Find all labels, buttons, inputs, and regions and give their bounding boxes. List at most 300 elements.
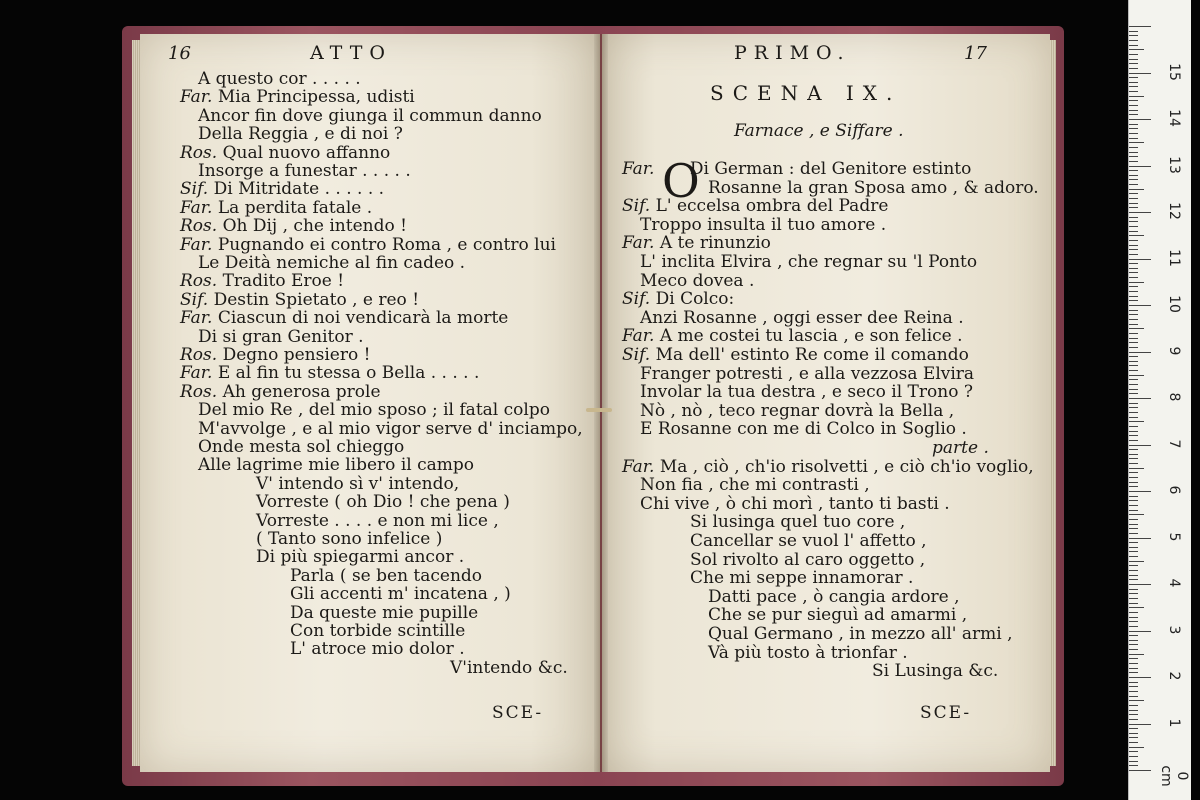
ruler-tick — [1129, 561, 1144, 562]
speaker-label: Ros. — [180, 271, 218, 292]
ruler-tick — [1129, 319, 1138, 320]
running-head: PRIMO. — [734, 42, 851, 64]
verse-text: Qual Germano , in mezzo all' armi , — [708, 624, 1013, 644]
ruler-tick — [1129, 189, 1144, 190]
ruler-tick — [1129, 142, 1144, 143]
ruler-tick — [1129, 277, 1138, 278]
ruler-tick — [1129, 733, 1138, 734]
ruler-tick — [1129, 300, 1138, 301]
speaker-label: Far. — [180, 197, 213, 218]
verse-text: Di più spiegarmi ancor . — [256, 547, 465, 568]
verse-text: Non fia , che mi contrasti , — [640, 475, 870, 496]
verse-line — [198, 456, 474, 475]
verse-line — [640, 272, 754, 291]
ruler-tick — [1129, 533, 1138, 534]
ruler-tick — [1129, 612, 1138, 613]
verse-text: Vorreste ( oh Dio ! che pena ) — [256, 492, 510, 513]
ruler-tick — [1129, 124, 1138, 125]
ruler-tick — [1129, 728, 1138, 729]
ruler-tick — [1129, 286, 1138, 287]
ruler-tick — [1129, 226, 1138, 227]
ruler-tick — [1129, 607, 1144, 608]
ruler-tick — [1129, 54, 1138, 55]
verse-line — [256, 548, 464, 567]
ruler-tick — [1129, 551, 1138, 552]
verse-line — [180, 217, 407, 236]
ruler-tick — [1129, 472, 1138, 473]
drop-initial: O — [662, 154, 700, 208]
ruler-tick — [1129, 626, 1138, 627]
ruler-tick — [1129, 700, 1144, 701]
verse-line — [622, 458, 1034, 477]
ruler-tick — [1129, 59, 1138, 60]
verse-text: parte . — [932, 438, 989, 458]
verse-text: Di Colco: — [655, 289, 735, 310]
verse-line — [622, 197, 888, 216]
ruler-tick — [1129, 538, 1151, 539]
verse-line — [198, 125, 403, 144]
verse-text: Troppo insulta il tuo amore . — [640, 214, 887, 235]
ruler-tick — [1129, 221, 1138, 222]
ruler-tick — [1129, 542, 1138, 543]
ruler-tick — [1129, 556, 1138, 557]
verse-line — [198, 438, 404, 457]
ruler-tick — [1129, 259, 1151, 260]
ruler-tick — [1129, 49, 1144, 50]
verse-line — [708, 606, 967, 625]
verse-text: E al fin tu stessa o Bella . . . . . — [217, 363, 480, 384]
ruler-tick — [1129, 458, 1138, 459]
ruler-tick — [1129, 282, 1144, 283]
ruler-tick — [1129, 505, 1138, 506]
ruler-tick — [1129, 514, 1144, 515]
ruler-tick — [1129, 714, 1138, 715]
verse-text: Anzi Rosanne , oggi esser dee Reina . — [640, 307, 964, 328]
speaker-label: Far. — [180, 234, 213, 255]
speaker-label: Ros. — [180, 216, 218, 237]
ruler-tick — [1129, 500, 1138, 501]
ruler-tick — [1129, 724, 1151, 725]
ruler-tick — [1129, 310, 1138, 311]
verse-text: Destin Spietato , e reo ! — [213, 289, 420, 310]
ruler-unit-label: 0 cm — [1158, 765, 1190, 787]
ruler-tick — [1129, 677, 1151, 678]
ruler-tick — [1129, 570, 1138, 571]
ruler-tick — [1129, 272, 1138, 273]
verse-text: A me costei tu lascia , e son felice . — [659, 326, 963, 347]
verse-line — [640, 216, 886, 235]
ruler-tick — [1129, 105, 1138, 106]
verse-text: Franger potresti , e alla vezzosa Elvira — [640, 363, 975, 384]
verse-line — [640, 495, 950, 514]
verse-line — [180, 383, 381, 402]
ruler-tick — [1129, 565, 1138, 566]
ruler-tick — [1129, 761, 1138, 762]
speaker-label: Far. — [180, 363, 213, 384]
verse-text: Si Lusinga &c. — [872, 661, 999, 682]
ruler-tick — [1129, 668, 1138, 669]
verse-text: A te rinunzio — [659, 233, 771, 254]
ruler-tick — [1129, 440, 1138, 441]
ruler-tick — [1129, 342, 1138, 343]
ruler-tick — [1129, 212, 1151, 213]
verse-text: Parla ( se ben tacendo — [290, 565, 483, 586]
ruler-tick — [1129, 696, 1138, 697]
ruler-tick — [1129, 26, 1151, 27]
verse-text: ( Tanto sono infelice ) — [256, 529, 443, 549]
ruler-tick — [1129, 631, 1151, 632]
ruler-tick — [1129, 710, 1138, 711]
ruler-tick — [1129, 110, 1138, 111]
ruler-tick — [1129, 579, 1138, 580]
verse-text: Con torbide scintille — [290, 621, 466, 641]
ruler-tick — [1129, 305, 1151, 306]
verse-text: Ma , ciò , ch'io risolvetti , e ciò ch'io voglio, — [659, 456, 1034, 477]
verse-line — [690, 551, 925, 570]
ruler-tick — [1129, 575, 1138, 576]
verse-line — [290, 604, 478, 623]
ruler-tick — [1129, 193, 1138, 194]
verse-text: Ma dell' estinto Re come il comando — [655, 345, 969, 365]
ruler-tick — [1129, 356, 1138, 357]
verse-text: Datti pace , ò cangia ardore , — [708, 586, 960, 607]
verse-text: Di si gran Genitor . — [198, 326, 364, 347]
verse-line — [872, 662, 998, 681]
ruler-tick — [1129, 742, 1138, 743]
verse-text: L' atroce mio dolor . — [290, 639, 465, 660]
ruler-tick — [1129, 68, 1138, 69]
speaker-label: Ros. — [180, 381, 218, 402]
ruler-tick — [1129, 77, 1138, 78]
ruler-tick — [1129, 463, 1138, 464]
ruler-tick — [1129, 603, 1138, 604]
verse-line — [622, 160, 971, 179]
verse-text: Ciascun di noi vendicarà la morte — [217, 308, 509, 329]
verse-text: Degno pensiero ! — [222, 345, 371, 365]
verse-line — [180, 199, 372, 218]
ruler-tick — [1129, 398, 1151, 399]
verse-line — [256, 530, 442, 549]
ruler-tick — [1129, 519, 1138, 520]
verse-line — [622, 346, 969, 365]
ruler-label: 2 — [1166, 671, 1182, 681]
verse-line — [180, 272, 344, 291]
ruler-tick — [1129, 333, 1138, 334]
verse-text: Gli accenti m' incatena , ) — [290, 584, 511, 605]
ruler-tick — [1129, 184, 1138, 185]
ruler-tick — [1129, 156, 1138, 157]
verse-text: Involar la tua destra , e seco il Trono ? — [640, 382, 973, 403]
speaker-label: Far. — [622, 233, 655, 254]
verse-line — [198, 420, 583, 439]
page-number: 16 — [168, 43, 191, 64]
ruler-tick — [1129, 770, 1151, 771]
ruler-tick — [1129, 589, 1138, 590]
verse-text: Alle lagrime mie libero il campo — [198, 455, 474, 476]
ruler-label: 8 — [1166, 392, 1182, 402]
ruler-tick — [1129, 654, 1144, 655]
ruler-tick — [1129, 593, 1138, 594]
ruler-tick — [1129, 86, 1138, 87]
ruler-tick — [1129, 203, 1138, 204]
verse-line — [198, 254, 465, 273]
ruler-label: 3 — [1166, 625, 1182, 634]
ruler-tick — [1129, 91, 1138, 92]
verse-line — [708, 625, 1013, 644]
verse-text: Che se pur sieguì ad amarmi , — [708, 605, 968, 626]
ruler-tick — [1129, 649, 1138, 650]
verse-text: Rosanne la gran Sposa amo , & adoro. — [708, 177, 1039, 198]
running-head: ATTO — [310, 42, 392, 64]
verse-line — [640, 253, 977, 272]
verse-line — [198, 401, 550, 420]
verse-line — [180, 88, 415, 107]
speaker-label: Sif. — [622, 196, 651, 217]
verse-line — [180, 144, 390, 163]
ruler-tick — [1129, 686, 1138, 687]
ruler-tick — [1129, 417, 1138, 418]
ruler-tick — [1129, 468, 1144, 469]
verse-line — [690, 532, 927, 551]
verse-line — [180, 180, 384, 199]
ruler-tick — [1129, 449, 1138, 450]
binding-thread — [586, 408, 612, 412]
ruler-label: 4 — [1166, 578, 1182, 588]
verse-line — [708, 179, 1039, 198]
ruler-tick — [1129, 73, 1151, 74]
ruler-tick — [1129, 152, 1138, 153]
verse-text: Oh Dij , che intendo ! — [222, 216, 407, 237]
ruler-tick — [1129, 635, 1138, 636]
ruler-label: 1 — [1166, 718, 1182, 727]
ruler-tick — [1129, 31, 1138, 32]
speaker-label: Far. — [180, 308, 213, 329]
verse-text: Pugnando ei contro Roma , e contro lui — [217, 234, 556, 255]
ruler-tick — [1129, 421, 1144, 422]
ruler-tick — [1129, 496, 1138, 497]
ruler-tick — [1129, 454, 1138, 455]
verse-line — [708, 644, 908, 663]
ruler-label: 7 — [1166, 439, 1182, 448]
ruler-tick — [1129, 691, 1138, 692]
ruler-tick — [1129, 477, 1138, 478]
ruler-tick — [1129, 547, 1138, 548]
ruler-tick — [1129, 147, 1138, 148]
ruler-tick — [1129, 207, 1138, 208]
ruler-tick — [1129, 621, 1138, 622]
verse-line — [640, 476, 870, 495]
ruler-tick — [1129, 524, 1138, 525]
page-number: 17 — [964, 43, 987, 64]
ruler-tick — [1129, 705, 1138, 706]
verse-text: Mia Principessa, udisti — [217, 87, 415, 108]
ruler-label: 12 — [1166, 202, 1182, 220]
ruler-tick — [1129, 128, 1138, 129]
verse-line — [932, 439, 989, 458]
ruler-label: 15 — [1166, 62, 1182, 81]
ruler-tick — [1129, 235, 1144, 236]
verse-text: Ancor fin dove giunga il commun danno — [198, 105, 542, 126]
ruler-tick — [1129, 658, 1138, 659]
verse-line — [180, 309, 508, 328]
ruler-tick — [1129, 435, 1138, 436]
ruler-tick — [1129, 175, 1138, 176]
verse-line — [640, 402, 954, 421]
ruler-tick — [1129, 486, 1138, 487]
ruler-tick — [1129, 403, 1138, 404]
ruler-tick — [1129, 240, 1138, 241]
ruler-tick — [1129, 96, 1144, 97]
measuring-ruler — [1128, 0, 1191, 800]
verse-line — [256, 475, 459, 494]
ruler-tick — [1129, 133, 1138, 134]
ruler-tick — [1129, 361, 1138, 362]
ruler-tick — [1129, 719, 1138, 720]
ruler-tick — [1129, 528, 1138, 529]
verse-text: L' inclita Elvira , che regnar su 'l Ponto — [640, 252, 978, 272]
verse-text: Ah generosa prole — [222, 381, 381, 402]
ruler-tick — [1129, 82, 1138, 83]
verse-line — [622, 327, 963, 346]
ruler-tick — [1129, 491, 1151, 492]
verse-line — [640, 383, 973, 402]
verse-line — [290, 585, 511, 604]
ruler-tick — [1129, 737, 1138, 738]
speaker-label: Sif. — [622, 345, 651, 365]
verse-text: Nò , nò , teco regnar dovrà la Bella , — [640, 400, 955, 421]
ruler-tick — [1129, 263, 1138, 264]
ruler-tick — [1129, 40, 1138, 41]
ruler-tick — [1129, 254, 1138, 255]
verse-text: Chi vive , ò chi morì , tanto ti basti . — [640, 493, 950, 514]
ruler-tick — [1129, 682, 1138, 683]
ruler-tick — [1129, 379, 1138, 380]
verse-text: Di German : del Genitore estinto — [689, 159, 972, 179]
ruler-tick — [1129, 617, 1138, 618]
ruler-tick — [1129, 291, 1138, 292]
ruler-tick — [1129, 100, 1138, 101]
ruler-tick — [1129, 314, 1138, 315]
ruler-tick — [1129, 584, 1151, 585]
ruler-tick — [1129, 663, 1138, 664]
verse-line — [622, 290, 734, 309]
ruler-tick — [1129, 268, 1138, 269]
verse-line — [290, 640, 465, 659]
speaker-label: Ros. — [180, 345, 218, 365]
verse-text: Le Deità nemiche al fin cadeo . — [198, 253, 466, 273]
verse-line — [198, 107, 542, 126]
ruler-tick — [1129, 245, 1138, 246]
verse-line — [450, 659, 568, 678]
verse-text: Cancellar se vuol l' affetto , — [690, 531, 927, 551]
ruler-tick — [1129, 384, 1138, 385]
left-page — [140, 34, 600, 772]
verse-text: A questo cor . . . . . — [198, 69, 361, 89]
verse-line — [256, 512, 499, 531]
ruler-tick — [1129, 765, 1138, 766]
verse-text: M'avvolge , e al mio vigor serve d' inciampo, — [198, 418, 583, 439]
ruler-tick — [1129, 365, 1138, 366]
ruler-label: 9 — [1166, 346, 1182, 355]
speaker-label: Far. — [622, 326, 655, 347]
ruler-tick — [1129, 338, 1138, 339]
verse-text: Meco dovea . — [640, 270, 755, 291]
ruler-tick — [1129, 393, 1138, 394]
scene-title: SCENA IX. — [710, 81, 902, 105]
verse-line — [640, 420, 967, 439]
ruler-tick — [1129, 179, 1138, 180]
ruler-tick — [1129, 138, 1138, 139]
ruler-tick — [1129, 431, 1138, 432]
ruler-label: 10 — [1166, 295, 1182, 313]
verse-text: Tradito Eroe ! — [222, 271, 345, 292]
ruler-tick — [1129, 249, 1138, 250]
scene-characters: Farnace , e Siffare . — [734, 121, 904, 141]
ruler-tick — [1129, 119, 1151, 120]
ruler-tick — [1129, 63, 1138, 64]
verse-line — [690, 569, 913, 588]
ruler-tick — [1129, 426, 1138, 427]
verse-text: Onde mesta sol chieggo — [198, 437, 405, 457]
verse-line — [198, 162, 411, 181]
ruler-tick — [1129, 166, 1151, 167]
verse-line — [180, 364, 479, 383]
verse-text: V' intendo sì v' intendo, — [256, 473, 460, 494]
ruler-tick — [1129, 389, 1138, 390]
verse-line — [640, 309, 964, 328]
ruler-label: 5 — [1166, 532, 1182, 541]
verse-text: La perdita fatale . — [217, 197, 373, 218]
verse-text: Sol rivolto al caro oggetto , — [690, 549, 926, 570]
verse-text: E Rosanne con me di Colco in Soglio . — [640, 419, 967, 440]
verse-text: Di Mitridate . . . . . . — [213, 179, 385, 200]
verse-line — [690, 513, 905, 532]
ruler-label: 6 — [1166, 485, 1182, 495]
speaker-label: Sif. — [180, 289, 209, 310]
verse-line — [290, 622, 465, 641]
ruler-tick — [1129, 375, 1144, 376]
book-gutter — [594, 34, 608, 772]
catchword: SCE- — [492, 703, 544, 723]
verse-line — [180, 236, 556, 255]
ruler-tick — [1129, 672, 1138, 673]
verse-line — [708, 588, 960, 607]
verse-line — [290, 567, 482, 586]
ruler-tick — [1129, 352, 1151, 353]
verse-text: Del mio Re , del mio sposo ; il fatal colpo — [198, 400, 550, 421]
speaker-label: Sif. — [622, 289, 651, 310]
verse-text: Insorge a funestar . . . . . — [198, 161, 411, 181]
speaker-label: Far. — [180, 87, 213, 108]
ruler-label: 14 — [1166, 109, 1182, 127]
speaker-label: Ros. — [180, 142, 218, 163]
ruler-tick — [1129, 114, 1138, 115]
ruler-tick — [1129, 324, 1138, 325]
ruler-tick — [1129, 35, 1138, 36]
ruler-label: 13 — [1166, 155, 1182, 174]
ruler-tick — [1129, 510, 1138, 511]
verse-text: Qual nuovo affanno — [222, 142, 391, 163]
verse-line — [198, 70, 361, 89]
verse-text: Che mi seppe innamorar . — [690, 568, 914, 589]
right-page — [602, 34, 1050, 772]
ruler-tick — [1129, 640, 1138, 641]
verse-text: Da queste mie pupille — [290, 602, 479, 623]
verse-line — [256, 493, 510, 512]
ruler-tick — [1129, 217, 1138, 218]
speaker-label: Sif. — [180, 179, 209, 200]
verse-line — [622, 234, 771, 253]
